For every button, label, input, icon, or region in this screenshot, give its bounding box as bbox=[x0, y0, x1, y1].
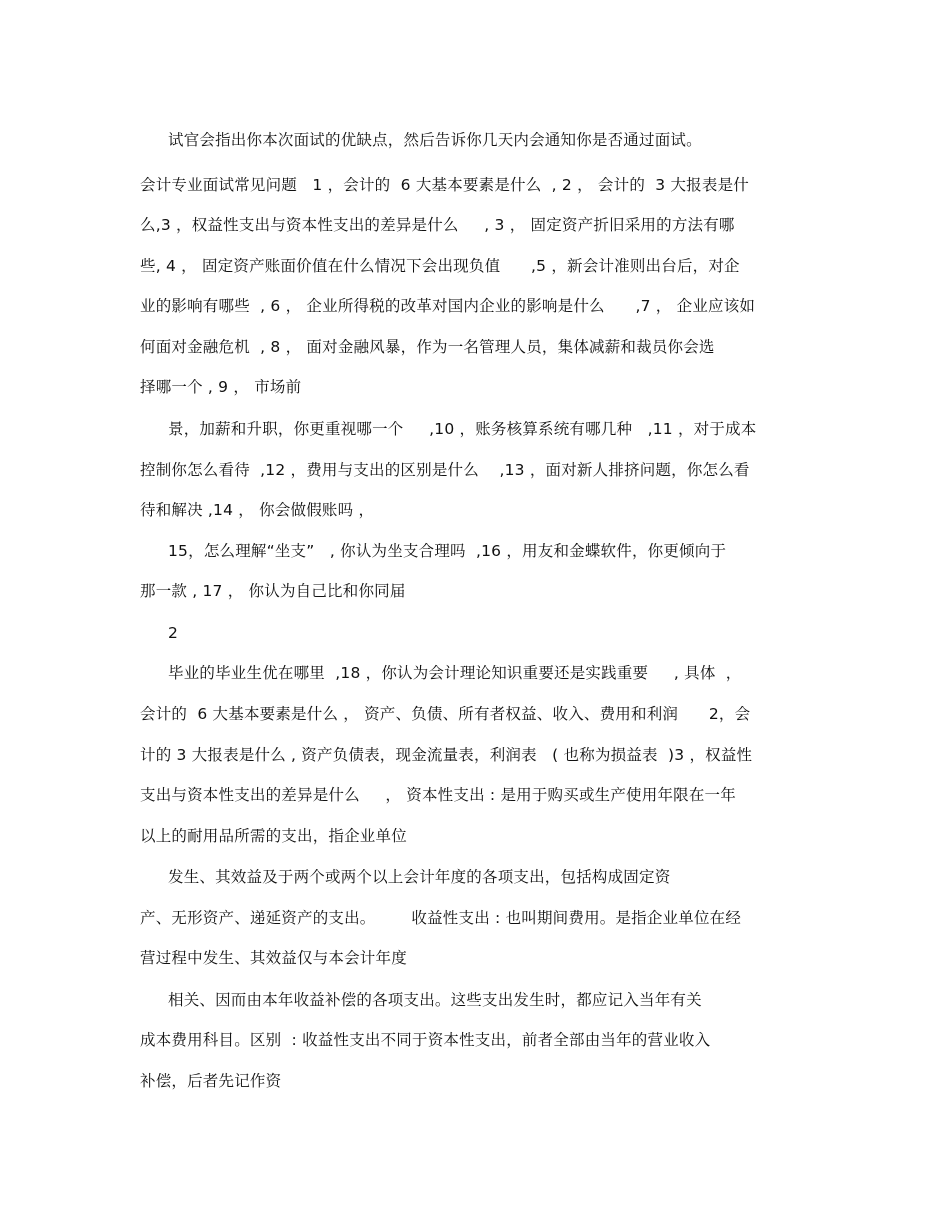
text-line: 控制你怎么看待 ,12 ，费用与支出的区别是什么 ,13 ，面对新人排挤问题，你怎么看 bbox=[140, 461, 750, 479]
text-line: 以上的耐用品所需的支出，指企业单位 bbox=[140, 827, 407, 845]
text-line: 试官会指出你本次面试的优缺点，然后告诉你几天内会通知你是否通过面试。 bbox=[168, 131, 702, 149]
page-number: 2 bbox=[168, 624, 179, 642]
text-line: 营过程中发生、其效益仅与本会计年度 bbox=[140, 949, 407, 967]
text-line: 那一款 , 17 ， 你认为自己比和你同届 bbox=[140, 582, 406, 600]
text-line: 成本费用科目。区别 : 收益性支出不同于资本性支出，前者全部由当年的营业收入 bbox=[140, 1031, 711, 1049]
text-line: 发生、其效益及于两个或两个以上会计年度的各项支出，包括构成固定资 bbox=[168, 868, 671, 886]
text-line: 会计的 6 大基本要素是什么 ， 资产、负债、所有者权益、收入、费用和利润 2，会 bbox=[140, 705, 751, 723]
text-line: 择哪一个 , 9 ， 市场前 bbox=[140, 378, 302, 396]
text-line: 相关、因而由本年收益补偿的各项支出。这些支出发生时，都应记入当年有关 bbox=[168, 991, 702, 1009]
text-line: 景，加薪和升职，你更重视哪一个 ,10 ，账务核算系统有哪几种 ,11 ，对于成本 bbox=[168, 420, 757, 438]
text-line: 业的影响有哪些 , 6 ， 企业所得税的改革对国内企业的影响是什么 ,7 ， 企业应该如 bbox=[140, 297, 756, 315]
text-line: 么,3 ，权益性支出与资本性支出的差异是什么 , 3 ， 固定资产折旧采用的方法有哪 bbox=[140, 216, 735, 234]
text-line: 些, 4 ， 固定资产账面价值在什么情况下会出现负值 ,5 ，新会计准则出台后，对企 bbox=[140, 257, 740, 275]
text-line: 计的 3 大报表是什么 , 资产负债表，现金流量表，利润表 ( 也称为损益表 )3 ，权益性 bbox=[140, 746, 753, 764]
text-line: 会计专业面试常见问题 1 ，会计的 6 大基本要素是什么 , 2 ， 会计的 3 大报表是什 bbox=[140, 176, 749, 194]
text-line: 15，怎么理解“坐支” , 你认为坐支合理吗 ,16 ，用友和金蝶软件，你更倾向于 bbox=[168, 542, 727, 560]
text-line: 待和解决 ,14 ， 你会做假账吗 ， bbox=[140, 501, 375, 519]
text-line: 产、无形资产、递延资产的支出。 收益性支出 : 也叫期间费用。是指企业单位在经 bbox=[140, 909, 742, 927]
text-line: 支出与资本性支出的差异是什么 ， 资本性支出 : 是用于购买或生产使用年限在一年 bbox=[140, 786, 736, 804]
text-line: 何面对金融危机 , 8 ， 面对金融风暴，作为一名管理人员，集体减薪和裁员你会选 bbox=[140, 338, 715, 356]
text-line: 补偿，后者先记作资 bbox=[140, 1072, 282, 1090]
text-line: 毕业的毕业生优在哪里 ,18 ，你认为会计理论知识重要还是实践重要 , 具体 ， bbox=[168, 664, 742, 682]
